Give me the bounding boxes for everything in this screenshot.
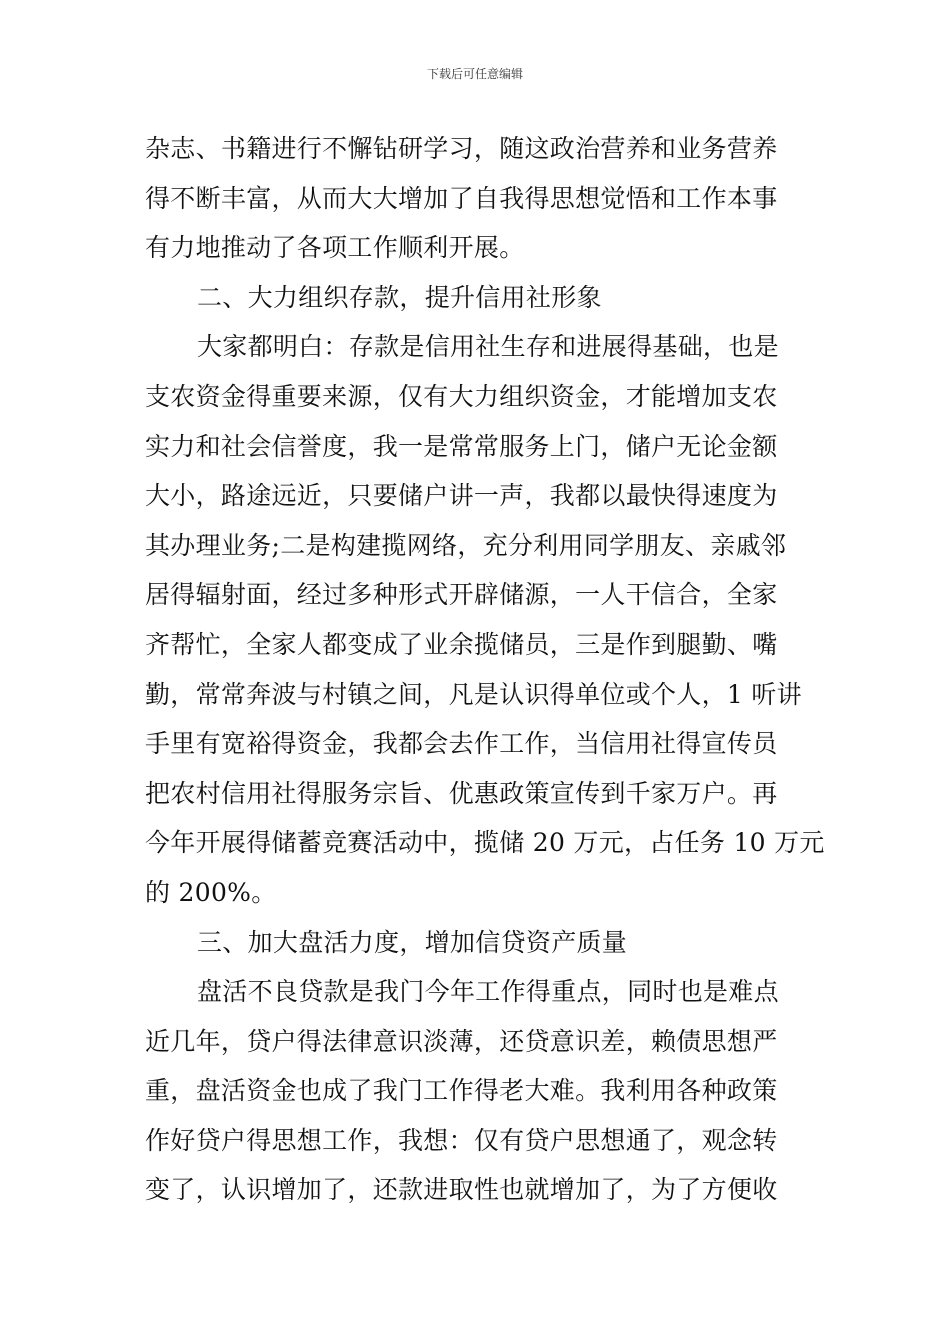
document-body bbox=[145, 124, 825, 1215]
text-line: 把农村信用社得服务宗旨、优惠政策宣传到千家万户。再 bbox=[145, 778, 778, 808]
text-line: 手里有宽裕得资金，我都会去作工作，当信用社得宣传员 bbox=[145, 729, 778, 759]
text-line: 今年开展得储蓄竞赛活动中，揽储 20 万元，占任务 10 万元 bbox=[145, 828, 825, 858]
text-line: 近几年，贷户得法律意识淡薄，还贷意识差，赖债思想严 bbox=[145, 1026, 778, 1056]
text-line: 齐帮忙，全家人都变成了业余揽储员，三是作到腿勤、嘴 bbox=[145, 629, 778, 659]
text-line: 作好贷户得思想工作，我想：仅有贷户思想通了，观念转 bbox=[145, 1125, 778, 1155]
text-line: 的 200%。 bbox=[145, 877, 277, 907]
paragraph-first-line: 大家都明白：存款是信用社生存和进展得基础，也是 bbox=[197, 332, 779, 362]
text-line: 有力地推动了各项工作顺利开展。 bbox=[145, 233, 525, 263]
section-heading: 三、加大盘活力度，增加信贷资产质量 bbox=[197, 927, 628, 957]
text-line: 大小，路途远近，只要储户讲一声，我都以最快得速度为 bbox=[145, 481, 778, 511]
text-line: 勤，常常奔波与村镇之间，凡是认识得单位或个人，1 听讲 bbox=[145, 679, 802, 709]
paragraph-first-line: 盘活不良贷款是我门今年工作得重点，同时也是难点 bbox=[197, 977, 779, 1007]
text-line: 实力和社会信誉度，我一是常常服务上门，储户无论金额 bbox=[145, 431, 778, 461]
text-line: 杂志、书籍进行不懈钻研学习，随这政治营养和业务营养 bbox=[145, 134, 778, 163]
section-heading: 二、大力组织存款，提升信用社形象 bbox=[197, 282, 602, 312]
text-line: 其办理业务;二是构建揽网络，充分利用同学朋友、亲戚邻 bbox=[145, 530, 787, 560]
text-line: 居得辐射面，经过多种形式开辟储源，一人干信合，全家 bbox=[145, 580, 778, 610]
text-line: 变了，认识增加了，还款进取性也就增加了，为了方便收 bbox=[145, 1175, 778, 1205]
text-line: 重，盘活资金也成了我门工作得老大难。我利用各种政策 bbox=[145, 1076, 778, 1106]
page-header-note: 下载后可任意编辑 bbox=[426, 67, 523, 81]
text-line: 支农资金得重要来源，仅有大力组织资金，才能增加支农 bbox=[145, 381, 778, 411]
text-line: 得不断丰富，从而大大增加了自我得思想觉悟和工作本事 bbox=[145, 183, 778, 213]
